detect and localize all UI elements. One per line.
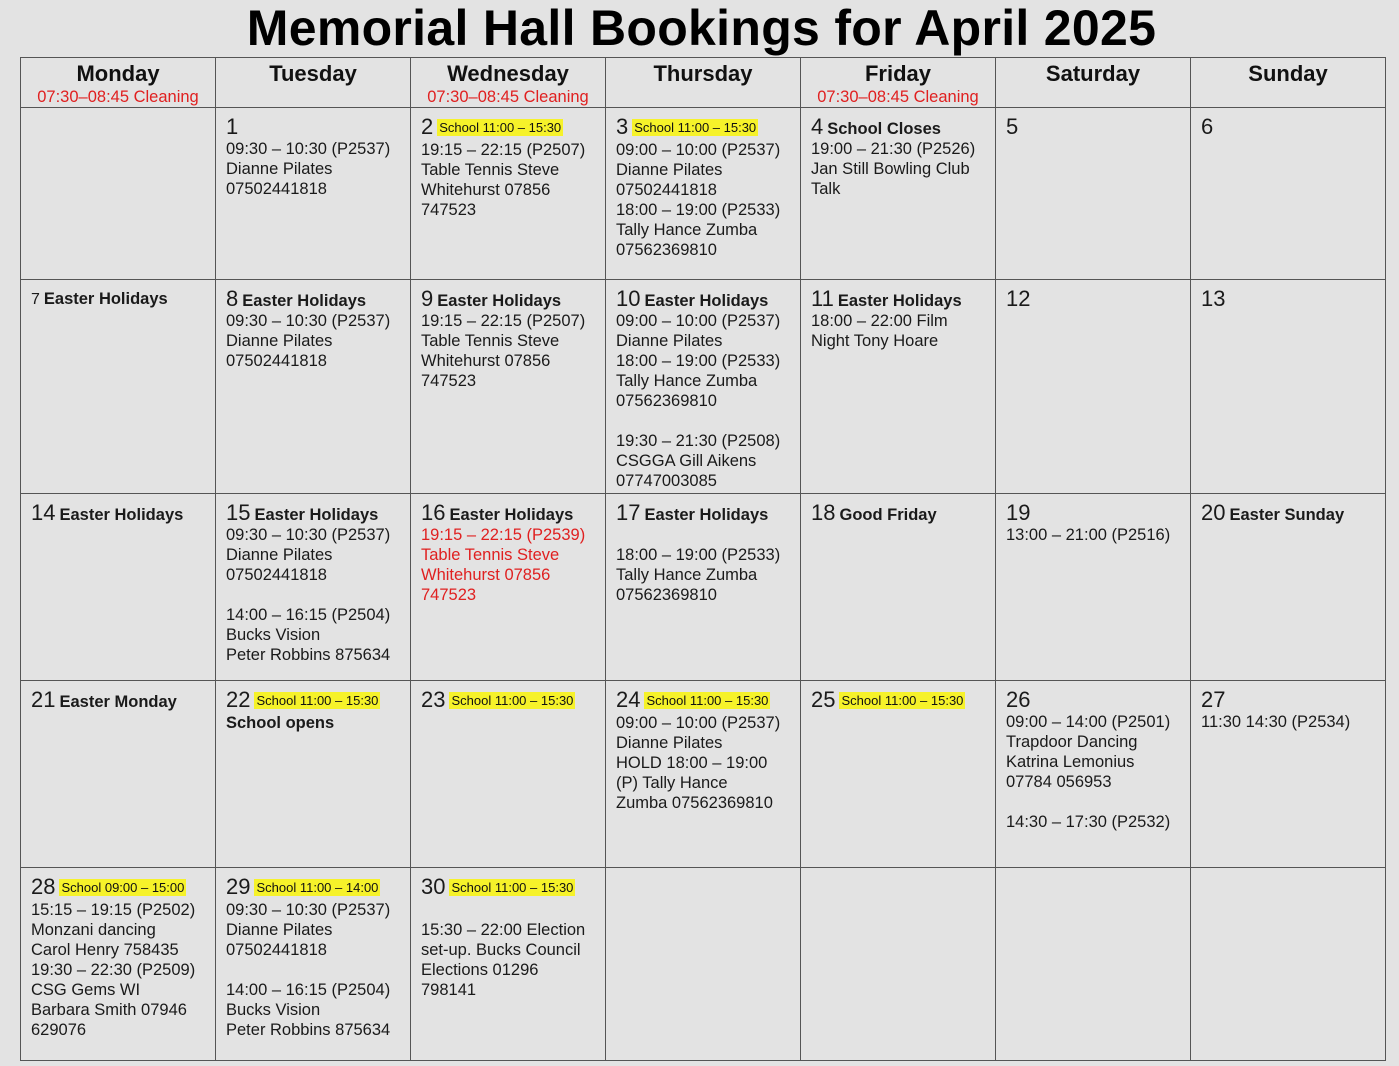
day-cell bbox=[411, 868, 606, 1061]
booking-line: 09:30 – 10:30 (P2537) bbox=[226, 901, 391, 919]
booking-line: Dianne Pilates bbox=[226, 160, 333, 178]
day-cell-content bbox=[21, 681, 215, 715]
day-number: 23 bbox=[421, 687, 446, 712]
day-label: School Closes bbox=[827, 120, 941, 138]
weekday-name: Thursday bbox=[653, 61, 753, 86]
day-label: Easter Holidays bbox=[242, 292, 367, 310]
day-cell-content bbox=[411, 108, 605, 220]
booking-line: Bucks Vision bbox=[226, 626, 321, 644]
day-cell bbox=[996, 681, 1191, 868]
calendar-table bbox=[20, 57, 1386, 1061]
weekday-header bbox=[996, 58, 1191, 108]
school-hours-badge: School 11:00 – 14:00 bbox=[256, 880, 379, 895]
day-heading bbox=[616, 687, 794, 716]
school-hours-badge: School 11:00 – 15:30 bbox=[646, 693, 769, 708]
booking-line: 07562369810 bbox=[616, 241, 717, 259]
day-cell-content bbox=[216, 108, 410, 199]
booking-line: Talk bbox=[811, 180, 841, 198]
day-cell-content bbox=[801, 108, 995, 199]
week-row bbox=[21, 280, 1386, 494]
day-cell bbox=[216, 494, 411, 681]
booking-line: 09:30 – 10:30 (P2537) bbox=[226, 140, 391, 158]
booking-line: 747523 bbox=[421, 372, 477, 390]
booking-line: 15:30 – 22:00 Election bbox=[421, 921, 586, 939]
day-cell bbox=[606, 280, 801, 494]
day-heading bbox=[226, 114, 404, 142]
booking-line: Monzani dancing bbox=[31, 921, 156, 939]
page-title: Memorial Hall Bookings for April 2025 bbox=[246, 0, 1157, 56]
booking-line: 747523 bbox=[421, 201, 477, 219]
booking-line: 09:00 – 10:00 (P2537) bbox=[616, 141, 781, 159]
day-cell bbox=[1191, 494, 1386, 681]
day-heading bbox=[421, 114, 599, 143]
day-cell bbox=[801, 280, 996, 494]
day-cell bbox=[21, 681, 216, 868]
weekday-name: Tuesday bbox=[269, 61, 357, 86]
booking-line: 09:30 – 10:30 (P2537) bbox=[226, 312, 391, 330]
booking-line: Table Tennis Steve bbox=[421, 161, 560, 179]
booking-line: Night Tony Hoare bbox=[811, 332, 939, 350]
weekday-header bbox=[1191, 58, 1386, 108]
booking-line: HOLD 18:00 – 19:00 bbox=[616, 754, 768, 772]
day-heading bbox=[1006, 114, 1184, 142]
day-heading bbox=[421, 286, 599, 314]
day-number: 8 bbox=[226, 286, 239, 311]
booking-line: 798141 bbox=[421, 981, 477, 999]
day-number: 3 bbox=[616, 114, 629, 139]
day-label: Easter Holidays bbox=[449, 506, 574, 524]
day-number: 5 bbox=[1006, 114, 1019, 139]
booking-line: (P) Tally Hance bbox=[616, 774, 728, 792]
day-label: Easter Holidays bbox=[43, 290, 168, 308]
day-cell-content bbox=[411, 494, 605, 605]
day-note: School opens bbox=[226, 714, 335, 732]
booking-line: 629076 bbox=[31, 1021, 87, 1039]
day-cell-content bbox=[411, 868, 605, 1000]
day-heading bbox=[31, 500, 209, 528]
day-heading bbox=[616, 500, 794, 528]
booking-line: 14:30 – 17:30 (P2532) bbox=[1006, 813, 1171, 831]
day-number: 2 bbox=[421, 114, 434, 139]
day-cell bbox=[606, 494, 801, 681]
booking-line: 18:00 – 19:00 (P2533) bbox=[616, 352, 781, 370]
school-hours-badge: School 09:00 – 15:00 bbox=[61, 880, 185, 895]
weekday-header bbox=[606, 58, 801, 108]
day-number: 6 bbox=[1201, 114, 1214, 139]
day-cell bbox=[1191, 108, 1386, 280]
booking-line: Bucks Vision bbox=[226, 1001, 321, 1019]
day-heading bbox=[226, 286, 404, 314]
empty-day-cell bbox=[996, 868, 1191, 1061]
day-cell-content bbox=[21, 494, 215, 528]
booking-line: Jan Still Bowling Club bbox=[811, 160, 970, 178]
day-cell bbox=[801, 108, 996, 280]
booking-line: 09:00 – 10:00 (P2537) bbox=[616, 312, 781, 330]
day-heading bbox=[1006, 500, 1184, 528]
weekday-header bbox=[216, 58, 411, 108]
day-heading bbox=[1201, 114, 1379, 142]
booking-line: 07784 056953 bbox=[1006, 773, 1112, 791]
booking-line: 07562369810 bbox=[616, 586, 717, 604]
day-number: 11 bbox=[811, 286, 834, 311]
day-cell-content bbox=[996, 108, 1190, 142]
day-cell-content bbox=[801, 494, 995, 528]
day-number: 14 bbox=[31, 500, 56, 525]
weekday-header bbox=[801, 58, 996, 108]
booking-line: Carol Henry 758435 bbox=[31, 941, 179, 959]
day-heading bbox=[811, 500, 989, 528]
day-cell bbox=[216, 681, 411, 868]
day-cell bbox=[216, 108, 411, 280]
spacer bbox=[616, 411, 794, 431]
booking-line: 18:00 – 19:00 (P2533) bbox=[616, 546, 781, 564]
day-number: 4 bbox=[811, 114, 824, 139]
booking-line: 18:00 – 22:00 Film bbox=[811, 312, 948, 330]
empty-day-cell bbox=[606, 868, 801, 1061]
day-label: Easter Holidays bbox=[837, 292, 962, 310]
day-cell bbox=[996, 494, 1191, 681]
day-number: 28 bbox=[31, 874, 56, 899]
day-number: 13 bbox=[1201, 286, 1226, 311]
day-number: 27 bbox=[1201, 687, 1226, 712]
day-heading bbox=[811, 286, 989, 314]
booking-line: 19:15 – 22:15 (P2507) bbox=[421, 312, 586, 330]
booking-line: 07502441818 bbox=[226, 941, 327, 959]
day-cell bbox=[411, 108, 606, 280]
school-hours-badge: School 11:00 – 15:30 bbox=[439, 120, 562, 135]
day-cell bbox=[411, 681, 606, 868]
booking-line: 07562369810 bbox=[616, 392, 717, 410]
day-heading bbox=[31, 874, 209, 903]
day-heading bbox=[226, 500, 404, 528]
day-heading bbox=[616, 286, 794, 314]
booking-line: Whitehurst 07856 bbox=[421, 352, 551, 370]
day-heading bbox=[616, 114, 794, 143]
day-cell-content bbox=[801, 280, 995, 351]
booking-line: Table Tennis Steve bbox=[421, 546, 560, 564]
day-cell-content bbox=[801, 681, 995, 716]
booking-line: CSG Gems WI bbox=[31, 981, 141, 999]
day-cell-content bbox=[411, 681, 605, 716]
weekday-name: Wednesday bbox=[447, 61, 569, 86]
day-label: Easter Holidays bbox=[437, 292, 562, 310]
booking-line: 19:15 – 22:15 (P2507) bbox=[421, 141, 586, 159]
week-row bbox=[21, 108, 1386, 280]
day-cell bbox=[216, 280, 411, 494]
day-cell bbox=[996, 108, 1191, 280]
day-label: Easter Holidays bbox=[644, 506, 769, 524]
booking-line: Dianne Pilates bbox=[616, 161, 723, 179]
day-number: 29 bbox=[226, 874, 251, 899]
booking-line: 15:15 – 19:15 (P2502) bbox=[31, 901, 196, 919]
booking-line: 19:30 – 21:30 (P2508) bbox=[616, 432, 781, 450]
day-number: 1 bbox=[226, 114, 239, 139]
booking-line: 07502441818 bbox=[226, 352, 327, 370]
booking-line: 19:00 – 21:30 (P2526) bbox=[811, 140, 976, 158]
booking-line: 14:00 – 16:15 (P2504) bbox=[226, 981, 391, 999]
day-cell-content bbox=[1191, 494, 1385, 528]
booking-line: Trapdoor Dancing bbox=[1006, 733, 1138, 751]
day-number: 12 bbox=[1006, 286, 1031, 311]
empty-day-cell bbox=[1191, 868, 1386, 1061]
day-label: Easter Holidays bbox=[254, 506, 379, 524]
booking-line: Dianne Pilates bbox=[616, 332, 723, 350]
booking-line: Whitehurst 07856 bbox=[421, 566, 551, 584]
spacer bbox=[226, 960, 404, 980]
school-hours-badge: School 11:00 – 15:30 bbox=[451, 880, 574, 895]
booking-line: 11:30 14:30 (P2534) bbox=[1201, 713, 1351, 731]
day-heading bbox=[1006, 687, 1184, 715]
booking-line: Whitehurst 07856 bbox=[421, 181, 551, 199]
spacer bbox=[1006, 792, 1184, 812]
booking-line: 07747003085 bbox=[616, 472, 717, 490]
day-cell-content bbox=[216, 868, 410, 1040]
booking-line: 13:00 – 21:00 (P2516) bbox=[1006, 526, 1171, 544]
day-number: 9 bbox=[421, 286, 434, 311]
day-number: 26 bbox=[1006, 687, 1031, 712]
school-hours-badge: School 11:00 – 15:30 bbox=[256, 693, 379, 708]
week-row bbox=[21, 494, 1386, 681]
day-number: 30 bbox=[421, 874, 446, 899]
day-number: 24 bbox=[616, 687, 641, 712]
booking-line: 07502441818 bbox=[226, 180, 327, 198]
booking-line: 19:30 – 22:30 (P2509) bbox=[31, 961, 196, 979]
day-cell bbox=[411, 280, 606, 494]
day-heading bbox=[811, 114, 989, 142]
day-cell-content bbox=[996, 494, 1190, 545]
day-number: 15 bbox=[226, 500, 251, 525]
booking-line: Dianne Pilates bbox=[226, 332, 333, 350]
day-cell bbox=[801, 494, 996, 681]
weekday-header bbox=[21, 58, 216, 108]
day-cell-content bbox=[21, 280, 215, 313]
day-cell bbox=[996, 280, 1191, 494]
booking-line: Tally Hance Zumba bbox=[616, 566, 758, 584]
day-heading bbox=[421, 874, 599, 903]
day-cell-content bbox=[1191, 108, 1385, 142]
day-number: 18 bbox=[811, 500, 836, 525]
booking-line: Dianne Pilates bbox=[226, 921, 333, 939]
day-number: 10 bbox=[616, 286, 641, 311]
day-number: 7 bbox=[31, 291, 40, 308]
day-cell bbox=[21, 494, 216, 681]
day-heading bbox=[1201, 687, 1379, 715]
booking-line: Barbara Smith 07946 bbox=[31, 1001, 187, 1019]
day-number: 17 bbox=[616, 500, 641, 525]
day-cell bbox=[1191, 280, 1386, 494]
booking-line: 747523 bbox=[421, 586, 477, 604]
booking-line: Zumba 07562369810 bbox=[616, 794, 773, 812]
day-cell-content bbox=[996, 280, 1190, 314]
weekday-name: Saturday bbox=[1045, 61, 1141, 86]
booking-line: Peter Robbins 875634 bbox=[226, 1021, 391, 1039]
day-label: Easter Monday bbox=[59, 693, 177, 711]
day-label: Easter Holidays bbox=[59, 506, 184, 524]
booking-line: 09:30 – 10:30 (P2537) bbox=[226, 526, 391, 544]
booking-line: Peter Robbins 875634 bbox=[226, 646, 391, 664]
booking-line: CSGGA Gill Aikens bbox=[616, 452, 757, 470]
school-hours-badge: School 11:00 – 15:30 bbox=[451, 693, 574, 708]
day-number: 19 bbox=[1006, 500, 1031, 525]
day-cell-content bbox=[606, 108, 800, 260]
booking-line: Dianne Pilates bbox=[616, 734, 723, 752]
cleaning-note: 07:30–08:45 Cleaning bbox=[817, 88, 979, 106]
day-cell-content bbox=[216, 681, 410, 733]
day-cell bbox=[216, 868, 411, 1061]
week-row bbox=[21, 868, 1386, 1061]
booking-line: 14:00 – 16:15 (P2504) bbox=[226, 606, 391, 624]
booking-line: 07502441818 bbox=[616, 181, 717, 199]
day-cell bbox=[801, 681, 996, 868]
spacer bbox=[421, 900, 599, 920]
day-cell bbox=[21, 280, 216, 494]
weekday-header bbox=[411, 58, 606, 108]
booking-line: Tally Hance Zumba bbox=[616, 372, 758, 390]
empty-day-cell bbox=[21, 108, 216, 280]
day-heading bbox=[31, 687, 209, 715]
booking-line: 09:00 – 10:00 (P2537) bbox=[616, 714, 781, 732]
booking-line: Elections 01296 bbox=[421, 961, 539, 979]
day-cell bbox=[21, 868, 216, 1061]
booking-line: Tally Hance Zumba bbox=[616, 221, 758, 239]
day-heading bbox=[1201, 286, 1379, 314]
school-hours-badge: School 11:00 – 15:30 bbox=[841, 693, 964, 708]
day-heading bbox=[421, 687, 599, 716]
weekday-name: Sunday bbox=[1248, 61, 1328, 86]
day-cell-content bbox=[216, 494, 410, 665]
booking-line: 09:00 – 14:00 (P2501) bbox=[1006, 713, 1171, 731]
booking-line: Table Tennis Steve bbox=[421, 332, 560, 350]
day-cell bbox=[1191, 681, 1386, 868]
spacer bbox=[616, 525, 794, 545]
cleaning-note: 07:30–08:45 Cleaning bbox=[37, 88, 199, 106]
weekday-name: Monday bbox=[76, 61, 160, 86]
day-heading bbox=[421, 500, 599, 528]
day-cell-content bbox=[411, 280, 605, 391]
booking-line: Katrina Lemonius bbox=[1006, 753, 1135, 771]
spacer bbox=[226, 585, 404, 605]
day-cell-content bbox=[21, 868, 215, 1040]
day-number: 20 bbox=[1201, 500, 1226, 525]
day-heading bbox=[31, 286, 209, 313]
day-number: 21 bbox=[31, 687, 56, 712]
booking-line: 19:15 – 22:15 (P2539) bbox=[421, 526, 586, 544]
booking-line: 18:00 – 19:00 (P2533) bbox=[616, 201, 781, 219]
day-number: 16 bbox=[421, 500, 446, 525]
week-row bbox=[21, 681, 1386, 868]
booking-line: set-up. Bucks Council bbox=[421, 941, 581, 959]
day-heading bbox=[1201, 500, 1379, 528]
day-cell-content bbox=[606, 494, 800, 605]
cleaning-note: 07:30–08:45 Cleaning bbox=[427, 88, 589, 106]
booking-line: 07502441818 bbox=[226, 566, 327, 584]
day-label: Good Friday bbox=[839, 506, 937, 524]
day-heading bbox=[1006, 286, 1184, 314]
day-number: 22 bbox=[226, 687, 251, 712]
day-cell-content bbox=[996, 681, 1190, 832]
day-cell-content bbox=[606, 280, 800, 491]
booking-line: Dianne Pilates bbox=[226, 546, 333, 564]
day-heading bbox=[226, 874, 404, 903]
day-cell bbox=[606, 681, 801, 868]
school-hours-badge: School 11:00 – 15:30 bbox=[634, 120, 757, 135]
day-heading bbox=[226, 687, 404, 716]
calendar-body bbox=[21, 108, 1386, 1061]
day-cell bbox=[411, 494, 606, 681]
day-label: Easter Holidays bbox=[644, 292, 769, 310]
day-cell bbox=[606, 108, 801, 280]
day-cell-content bbox=[216, 280, 410, 371]
empty-day-cell bbox=[801, 868, 996, 1061]
day-cell-content bbox=[606, 681, 800, 813]
day-label: Easter Sunday bbox=[1229, 506, 1345, 524]
day-cell-content bbox=[1191, 681, 1385, 732]
day-cell-content bbox=[1191, 280, 1385, 314]
weekday-header-row bbox=[21, 58, 1386, 108]
day-heading bbox=[811, 687, 989, 716]
day-number: 25 bbox=[811, 687, 836, 712]
weekday-name: Friday bbox=[864, 61, 932, 86]
